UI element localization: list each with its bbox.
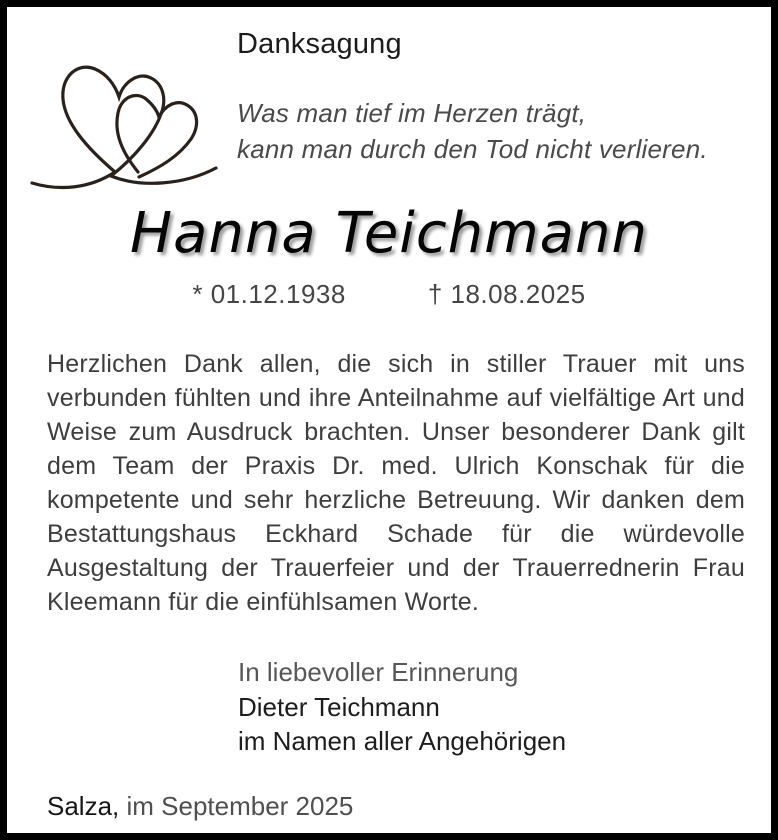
closing-block bbox=[238, 655, 566, 759]
large-heart-path bbox=[32, 67, 216, 187]
thank-you-paragraph: Herzlichen Dank allen, die sich in stiller Trauer mit uns verbunden fühlten und ihre Anteilnahme auf vielfältige Art und Weise zum Ausdruck brachten. Unser besonderer Dank gilt dem Team der Praxis Dr. med. Ulrich Konschak für die kompetente und sehr herzliche Betreuung. Wir danken dem Bestattungshaus Eckhard Schade für die würdevolle Ausgestaltung der Trauerfeier und der Trauerrednerin Frau Kleemann für die einfühlsamen Worte. bbox=[47, 350, 745, 616]
notice-title: Danksagung bbox=[237, 28, 402, 60]
small-heart-path bbox=[117, 95, 197, 177]
life-dates bbox=[7, 279, 771, 310]
memorial-verse bbox=[237, 95, 708, 167]
verse-line-2: kann man durch den Tod nicht verlieren. bbox=[237, 134, 708, 164]
deceased-name: Hanna Teichmann bbox=[130, 201, 648, 266]
death-date: † 18.08.2025 bbox=[427, 279, 586, 309]
double-hearts-icon bbox=[25, 47, 223, 197]
place-date-line bbox=[47, 791, 353, 822]
birth-date: * 01.12.1938 bbox=[192, 279, 346, 309]
closing-line-2: Dieter Teichmann bbox=[238, 691, 440, 722]
closing-line-3: im Namen aller Angehörigen bbox=[238, 726, 567, 756]
closing-line-1: In liebevoller Erinnerung bbox=[238, 657, 519, 687]
place-label: Salza, bbox=[47, 791, 120, 821]
date-label: im September 2025 bbox=[119, 791, 354, 821]
verse-line-1: Was man tief im Herzen trägt, bbox=[237, 98, 587, 128]
